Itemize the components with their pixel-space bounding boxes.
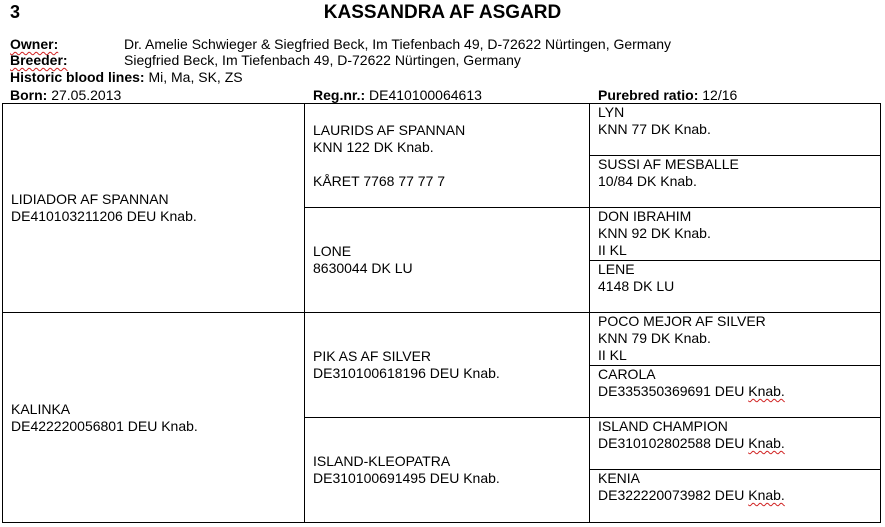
- dam-cell: [3, 313, 305, 523]
- breeder-value: Siegfried Beck, Im Tiefenbach 49, D-72622 Nürtingen, Germany: [124, 52, 521, 68]
- reg-field: [313, 87, 482, 103]
- ssd-cell: [590, 156, 881, 208]
- purebred-field: [598, 87, 737, 103]
- purebred-value: 12/16: [702, 87, 738, 103]
- ddd-reg: [598, 487, 880, 504]
- dam-reg: DE422220056801 DEU Knab.: [11, 417, 198, 434]
- ddd-cell: [590, 470, 881, 523]
- dds-cell: [590, 418, 881, 470]
- dds-name: ISLAND CHAMPION: [598, 418, 728, 434]
- sdd-reg: 4148 DK LU: [598, 278, 675, 294]
- entry-number: 3: [10, 2, 21, 22]
- reg-value: DE410100064613: [369, 87, 482, 103]
- sdd-cell: [590, 261, 881, 313]
- purebred-label: Purebred ratio:: [598, 87, 699, 103]
- breeder-label: Breeder:: [10, 52, 68, 68]
- sss-name: LYN: [598, 104, 625, 120]
- blood-lines-label: Historic blood lines:: [10, 69, 145, 85]
- dds-reg: [598, 435, 880, 452]
- dss-reg: KNN 79 DK Knab.: [598, 330, 711, 346]
- sds-cell: [590, 208, 881, 261]
- dam-dam-name: ISLAND-KLEOPATRA: [313, 453, 451, 469]
- born-label: Born:: [10, 87, 48, 103]
- dsd-reg-tail: Knab.: [748, 383, 785, 399]
- born-field: [10, 87, 121, 103]
- blood-lines-value: Mi, Ma, SK, ZS: [148, 69, 243, 85]
- ssd-reg: 10/84 DK Knab.: [598, 173, 697, 189]
- reg-label: Reg.nr.:: [313, 87, 366, 103]
- dss-extra: II KL: [598, 347, 627, 363]
- ddd-reg-tail: Knab.: [748, 487, 785, 503]
- sds-extra: II KL: [598, 242, 627, 258]
- born-value: 27.05.2013: [51, 87, 122, 103]
- dam-dam-reg: DE310100691495 DEU Knab.: [313, 470, 500, 486]
- sds-name: DON IBRAHIM: [598, 208, 692, 224]
- ssd-name: SUSSI AF MESBALLE: [598, 156, 739, 172]
- dsd-reg: [598, 383, 880, 400]
- sire-sire-name: LAURIDS AF SPANNAN: [313, 122, 466, 138]
- dsd-name: CAROLA: [598, 366, 656, 382]
- dam-name: KALINKA: [11, 400, 71, 417]
- sire-sire-extra: KÅRET 7768 77 77 7: [313, 173, 446, 189]
- dam-sire-name: PIK AS AF SILVER: [313, 348, 432, 364]
- horse-title: KASSANDRA AF ASGARD: [323, 2, 562, 23]
- dds-reg-tail: Knab.: [748, 435, 785, 451]
- sire-name: LIDIADOR AF SPANNAN: [11, 191, 169, 207]
- dam-sire-cell: [305, 313, 590, 418]
- sire-cell: [3, 104, 305, 313]
- sire-sire-cell: [305, 104, 590, 208]
- blood-lines: [10, 69, 243, 85]
- sss-reg: KNN 77 DK Knab.: [598, 121, 711, 137]
- sire-sire-reg: KNN 122 DK Knab.: [313, 139, 434, 155]
- sire-dam-cell: [305, 208, 590, 313]
- dds-reg-main: DE310102802588 DEU: [598, 435, 749, 451]
- dam-sire-reg: DE310100618196 DEU Knab.: [313, 365, 500, 381]
- sire-dam-reg: 8630044 DK LU: [313, 260, 413, 276]
- ddd-name: KENIA: [598, 470, 641, 486]
- dsd-reg-main: DE335350369691 DEU: [598, 383, 749, 399]
- sdd-name: LENE: [598, 261, 635, 277]
- sire-dam-name: LONE: [313, 243, 352, 259]
- owner-value: Dr. Amelie Schwieger & Siegfried Beck, Im Tiefenbach 49, D-72622 Nürtingen, Germany: [124, 36, 672, 52]
- sss-cell: [590, 104, 881, 156]
- pedigree-table: [2, 103, 881, 523]
- dsd-cell: [590, 366, 881, 418]
- sire-reg: DE410103211206 DEU Knab.: [11, 208, 197, 224]
- dam-dam-cell: [305, 418, 590, 523]
- ddd-reg-main: DE322220073982 DEU: [598, 487, 749, 503]
- dss-cell: [590, 313, 881, 366]
- owner-label: Owner:: [10, 36, 59, 52]
- dss-name: POCO MEJOR AF SILVER: [598, 313, 766, 329]
- spacer: [313, 156, 589, 173]
- sds-reg: KNN 92 DK Knab.: [598, 225, 711, 241]
